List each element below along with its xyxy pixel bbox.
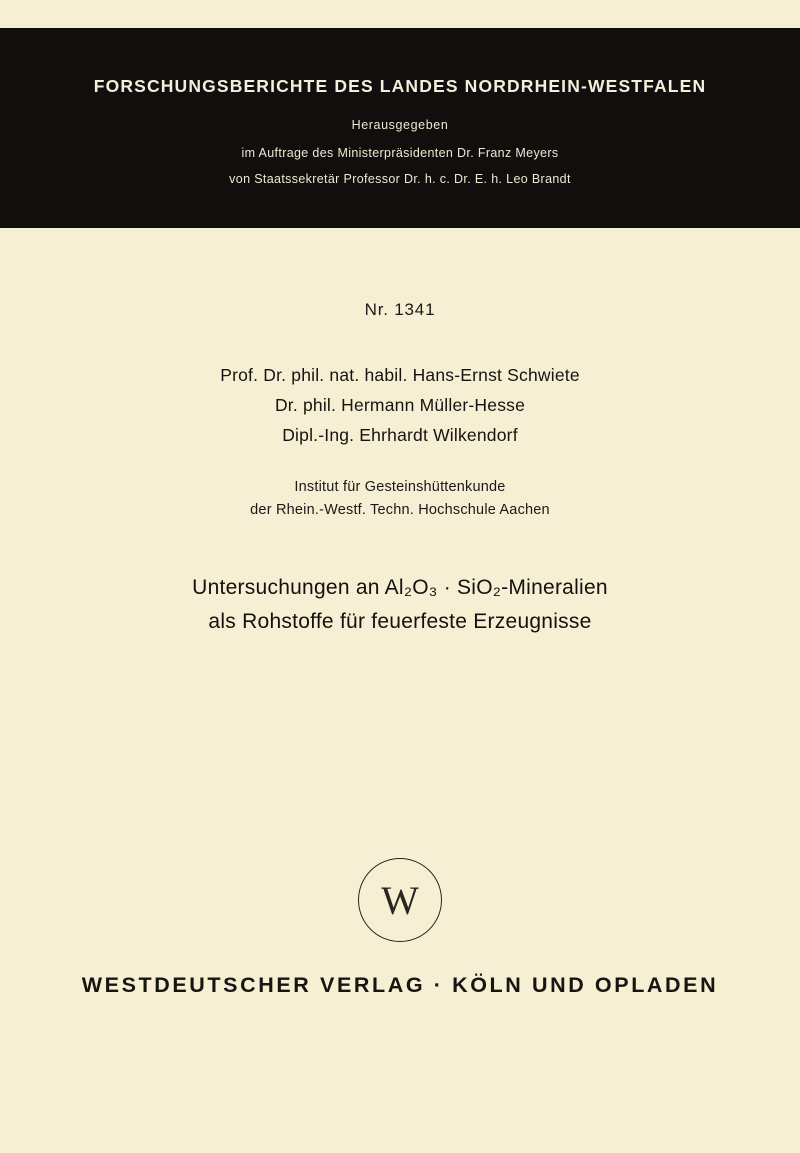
- editor-line-2: von Staatssekretär Professor Dr. h. c. Dr. E. h. Leo Brandt: [229, 172, 571, 186]
- publisher-name: WESTDEUTSCHER VERLAG · KÖLN UND OPLADEN: [81, 973, 719, 997]
- report-number: Nr. 1341: [364, 300, 436, 319]
- series-title: FORSCHUNGSBERICHTE DES LANDES NORDRHEIN-WESTFALEN: [93, 76, 707, 96]
- cover-body: [0, 228, 800, 1153]
- editor-line-1: im Auftrage des Ministerpräsidenten Dr. Franz Meyers: [241, 146, 559, 160]
- author-name: Dr. phil. Hermann Müller-Hesse: [274, 395, 526, 416]
- institute-block: [0, 476, 800, 521]
- institute-line: Institut für Gesteinshüttenkunde: [294, 479, 506, 496]
- series-header-band: [0, 28, 800, 228]
- book-title: [0, 571, 800, 639]
- title-line-2: als Rohstoffe für feuerfeste Erzeugnisse: [208, 610, 592, 634]
- author-name: Prof. Dr. phil. nat. habil. Hans-Ernst Schwiete: [220, 365, 580, 385]
- publisher-logo-icon: [358, 858, 442, 942]
- institute-line: der Rhein.-Westf. Techn. Hochschule Aachen: [250, 501, 550, 518]
- author-name: Dipl.-Ing. Ehrhardt Wilkendorf: [282, 425, 518, 446]
- logo-letter: W: [381, 878, 419, 923]
- editor-label: Herausgegeben: [351, 118, 449, 132]
- title-line-1: Untersuchungen an Al₂O₃ · SiO₂-Mineralien: [192, 576, 608, 600]
- publisher-logo-wrap: [0, 858, 800, 942]
- author-list: [0, 360, 800, 450]
